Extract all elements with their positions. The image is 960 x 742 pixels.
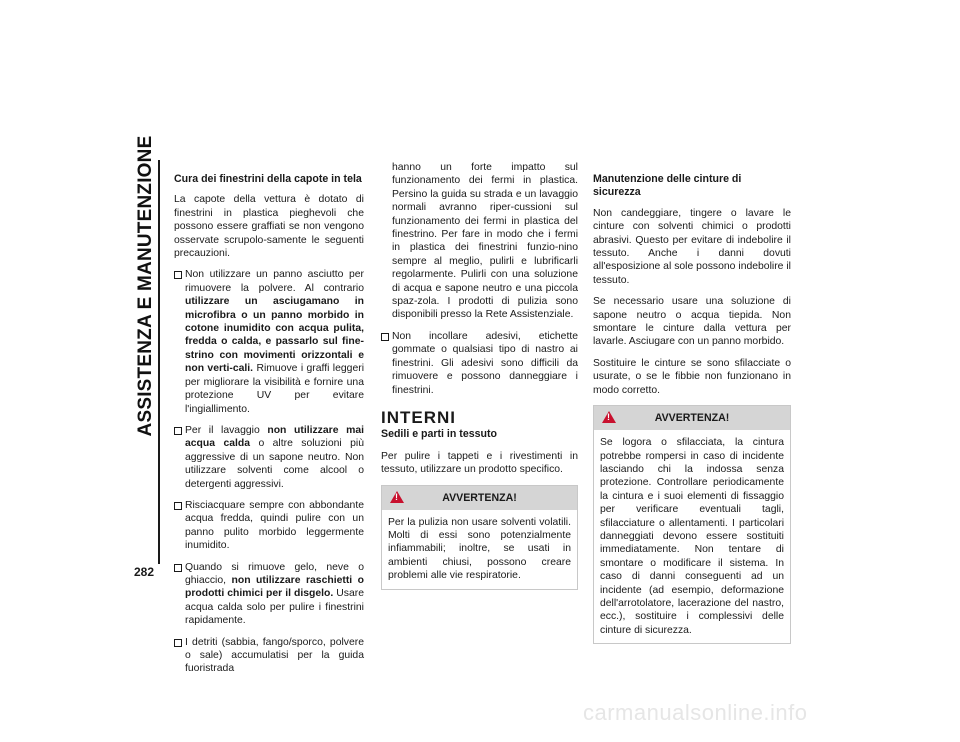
heading-canvas-windows: Cura dei finestrini della capote in tela [174, 173, 362, 185]
checkbox-bullet-icon [174, 427, 182, 435]
bullet-text-pre: Per il lavaggio [185, 424, 268, 436]
column-3 [593, 173, 791, 644]
checkbox-bullet-icon [174, 639, 182, 647]
checkbox-bullet-icon [381, 333, 389, 341]
warning-title: AVVERTENZA! [442, 491, 517, 504]
warning-header [594, 406, 790, 430]
bullet-text-post: Rimuove i graffi leggeri per migliorare la visibilità e fornire una protezione UV per evitare l'ingiallimento. [185, 363, 364, 415]
warning-triangle-icon [602, 411, 616, 423]
watermark: carmanualsonline.info [583, 700, 808, 725]
subsection-title: Sedili e parti in tessuto [381, 428, 497, 441]
bullet-text-post: o altre soluzioni più aggressive di un sapone neutro. Non utilizzare solventi come alcool o detergenti aggressivi. [185, 438, 364, 490]
warning-triangle-icon [390, 491, 404, 503]
checkbox-bullet-icon [174, 271, 182, 279]
side-section-title [133, 135, 159, 437]
warning-box [381, 485, 578, 590]
bullet-item [174, 268, 364, 415]
bullet-item [174, 499, 364, 553]
paragraph-3: Sostituire le cinture se sono sfilacciate o usurate, o se le fibbie non funzionano in modo corretto. [593, 357, 791, 396]
heading-seat-belts: Manutenzione delle cinture di sicurezza [593, 173, 742, 199]
checkbox-bullet-icon [174, 502, 182, 510]
warning-header [382, 486, 577, 510]
paragraph-intro: La capote della vettura è dotato di finestrini in plastica pieghevoli che possono essere graffiati se non vengono osservate scrupolo-samente le seguenti precauzioni. [174, 194, 364, 260]
bullet-text-bold: non utilizzare raschietti o prodotti chimici per il disgelo. [185, 574, 364, 600]
section-title: INTERNI [381, 407, 456, 427]
warning-box [593, 405, 791, 644]
bullet-list [381, 330, 578, 397]
bullet-text: Non incollare adesivi, etichette gommate o qualsiasi tipo di nastro ai finestrini. Gli adesivi sono difficili da rimuovere e possono danneggiare i finestrini. [392, 330, 578, 396]
bullet-item [174, 561, 364, 628]
bullet-item [381, 330, 578, 397]
bullet-item [174, 424, 364, 491]
bullet-text-bold: utilizzare un asciugamano in microfibra o un panno morbido in cotone inumidito con acqua pulita, fredda o calda, e passarlo sul fine-strino con movimenti orizzontali e non verti-cali. [185, 296, 364, 375]
bullet-text-pre: Non utilizzare un panno asciutto per rimuovere la polvere. Al contrario [185, 269, 364, 294]
column-2 [381, 161, 578, 590]
page-number: 282 [134, 565, 155, 579]
bullet-text-bold: non utilizzare mai acqua calda [185, 424, 365, 450]
bullet-list [174, 268, 364, 675]
paragraph-1: Non candeggiare, tingere o lavare le cinture con solventi chimici o prodotti abrasivi. Questo per evitare di indebolire il tessuto. Anche i danni dovuti all'esposizione al sole possono indebolire il tessuto. [593, 207, 791, 286]
bullet-text-pre: Risciacquare sempre con abbondante acqua fredda, quindi pulire con un panno pulito morbido leggermente inumidito. [185, 499, 364, 552]
paragraph-interiors: Per pulire i tappeti e i rivestimenti in tessuto, utilizzare un prodotto specifico. [381, 450, 578, 476]
checkbox-bullet-icon [174, 564, 182, 572]
bullet-text-post: Usare acqua calda solo per pulire i finestrini rapidamente. [185, 588, 365, 627]
bullet-continuation: hanno un forte impatto sul funzionamento dei fermi in plastica. Persino la guida su strada e un lavaggio normali avranno riper-cussioni sul funzionamento dei fermi in plastica del finestrino. Per fare in modo che i fermi in plastica dei finestrini funzio-nino sempre al meglio, pulirli e lubrificarli regolarmente. Pulirli con una soluzione di acqua e sapone neutro e una piccola spaz-zola. I prodotti di pulizia sono disponibili presso la Rete Assistenziale. [392, 162, 578, 321]
paragraph-2: Se necessario usare una soluzione di sapone neutro o acqua tiepida. Non smontare le cinture dalla vettura per lavarle. Asciugare con un panno morbido. [593, 296, 791, 348]
bullet-text-pre: Quando si rimuove gelo, neve o ghiaccio, [185, 561, 364, 586]
side-section-title-text: ASSISTENZA E MANUTENZIONE [135, 135, 156, 437]
warning-title: AVVERTENZA! [654, 412, 730, 425]
warning-text: Per la pulizia non usare solventi volatili. Molti di essi sono potenzialmente infiammabili; inoltre, se usati in ambienti chiusi, possono creare problemi alle vie respiratorie. [388, 516, 571, 582]
bullet-item [174, 636, 364, 676]
bullet-text-pre: I detriti (sabbia, fango/sporco, polvere o sale) accumulatisi per la guida fuoristrada [185, 636, 364, 675]
column-1 [174, 173, 364, 684]
side-rule [158, 160, 160, 564]
warning-text: Se logora o sfilacciata, la cintura potrebbe rompersi in caso di incidente lasciando chi la indossa senza protezione. Controllare periodicamente la cintura e i suoi elementi di fissaggio per verificare eventuali tagli, sfilacciature o allentamenti. I particolari danneggiati devono essere sostituiti immediatamente. Non tentare di smontare o modificare il sistema. In caso di danni conseguenti ad un incidente (ad esempio, deformazione dell'arrotolatore, lacerazione del nastro, ecc.), sostituire i complessivi delle cinture di sicurezza. [600, 437, 784, 636]
